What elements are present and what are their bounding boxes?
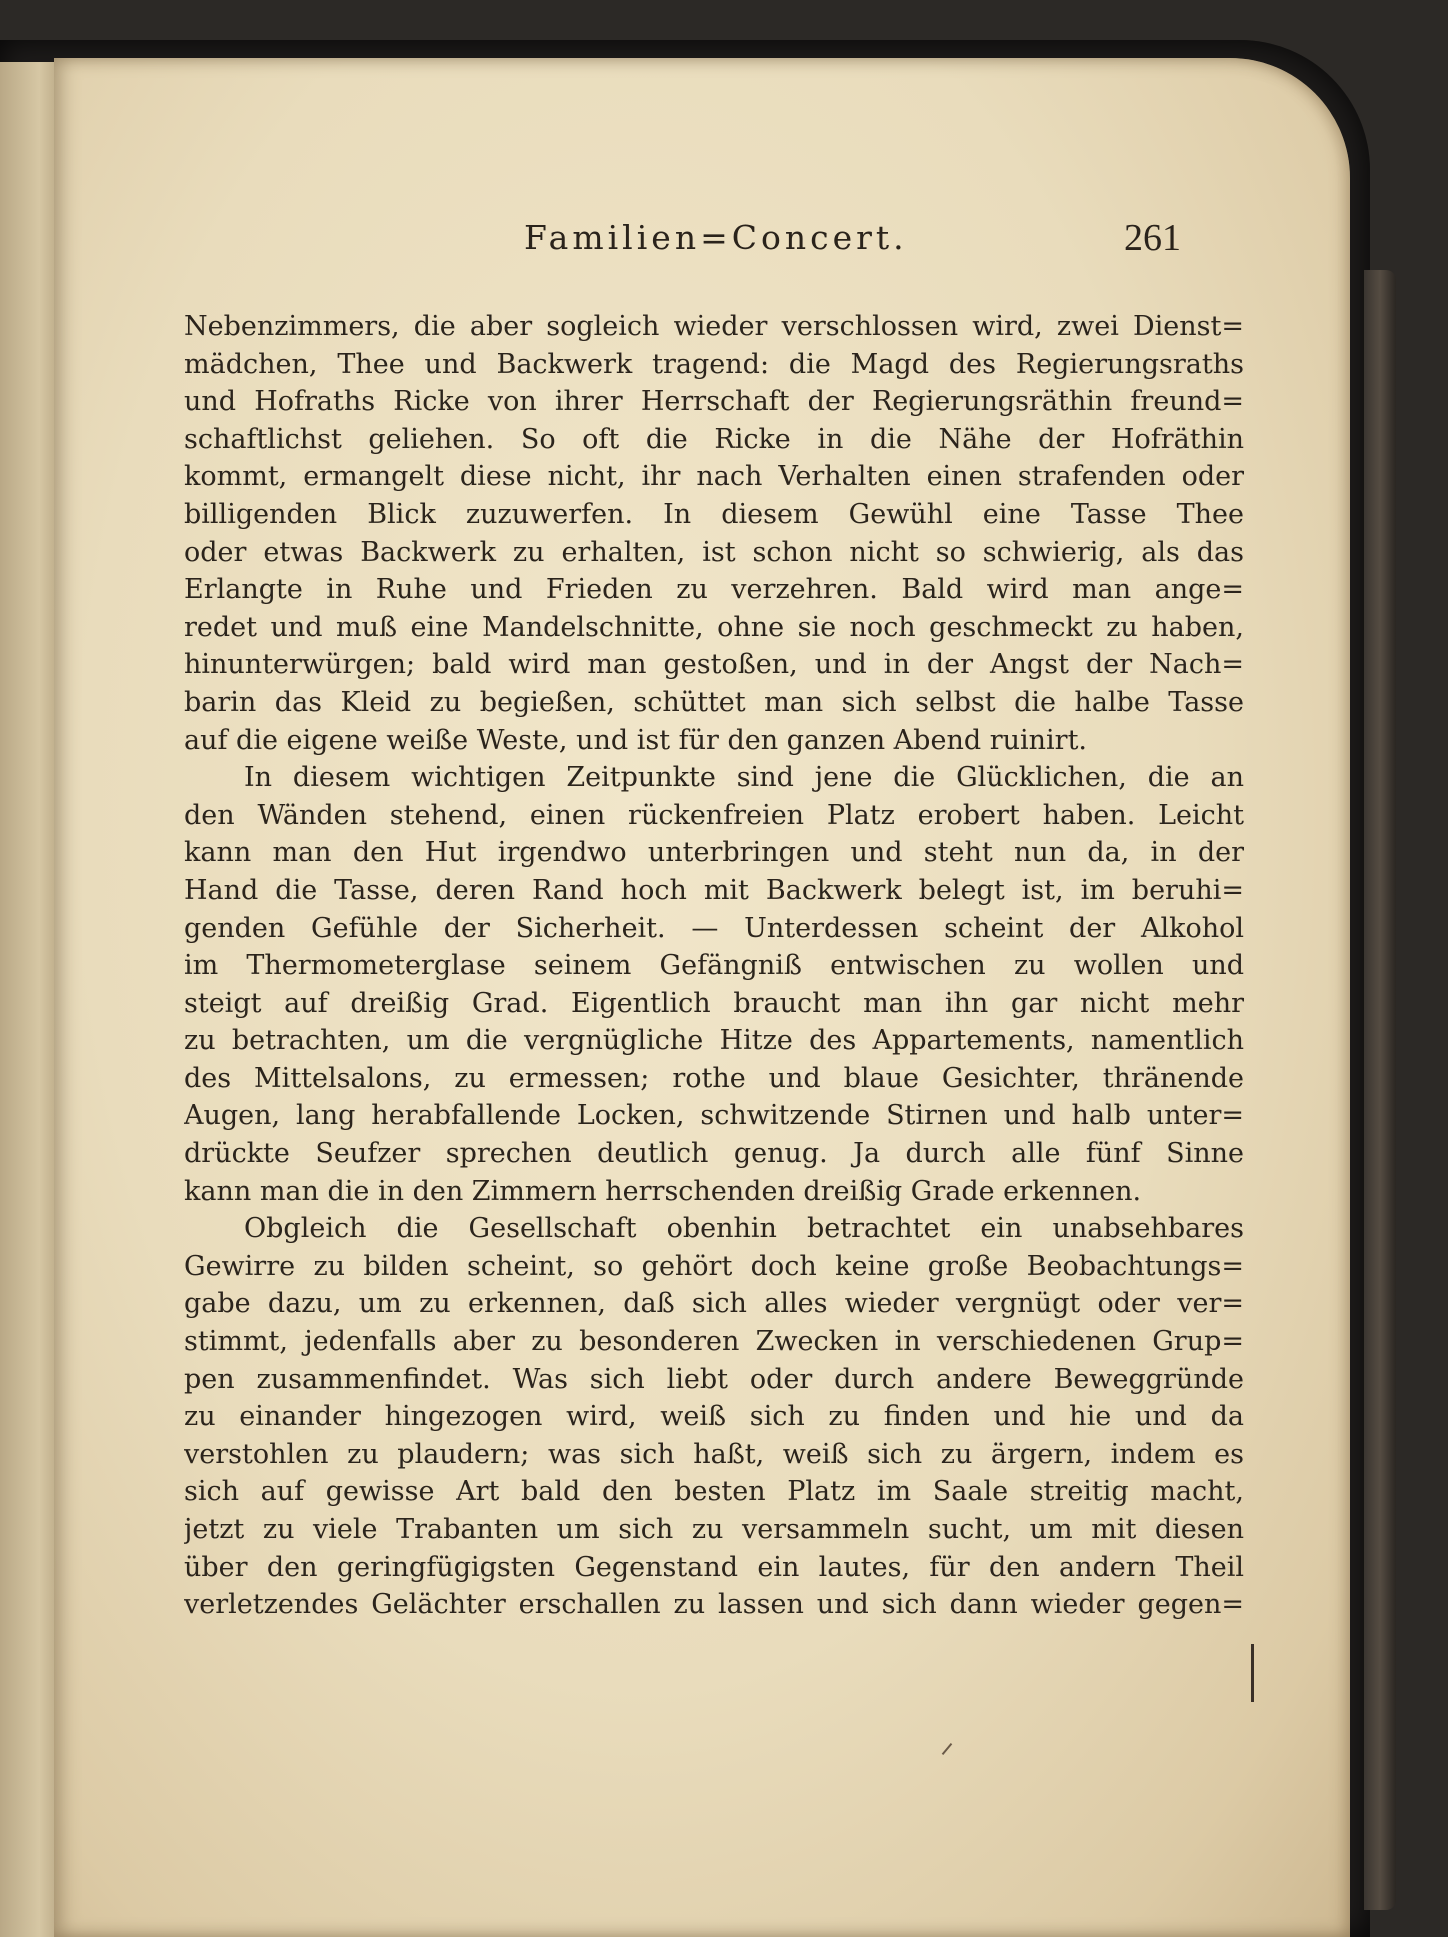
- text-line: steigt auf dreißig Grad. Eigentlich braucht man ihn gar nicht mehr: [184, 987, 1244, 1019]
- text-line: verstohlen zu plaudern; was sich haßt, weiß sich zu ärgern, indem es: [184, 1438, 1244, 1470]
- text-line: In diesem wichtigen Zeitpunkte sind jene die Glücklichen, die an: [244, 762, 1244, 794]
- text-line: zu einander hingezogen wird, weiß sich zu finden und hie und da: [184, 1401, 1244, 1433]
- text-line: stimmt, jedenfalls aber zu besonderen Zwecken in verschiedenen Grup=: [184, 1326, 1244, 1358]
- text-line: drückte Seufzer sprechen deutlich genug. Ja durch alle fünf Sinne: [184, 1138, 1244, 1170]
- text-line: oder etwas Backwerk zu erhalten, ist schon nicht so schwierig, als das: [184, 536, 1244, 568]
- text-line: redet und muß eine Mandelschnitte, ohne sie noch geschmeckt zu haben,: [184, 611, 1244, 643]
- running-title: Familien=Concert.: [524, 218, 908, 257]
- text-line: auf die eigene weiße Weste, und ist für den ganzen Abend ruinirt.: [184, 724, 1087, 756]
- book-cover-edge: [1364, 270, 1396, 1910]
- stray-mark: [942, 1743, 953, 1755]
- ink-mark: [1251, 1644, 1254, 1702]
- text-line: über den geringfügigsten Gegenstand ein lautes, für den andern Theil: [184, 1551, 1244, 1583]
- page-header: [54, 216, 1350, 276]
- text-line: billigenden Blick zuzuwerfen. In diesem Gewühl eine Tasse Thee: [184, 498, 1244, 530]
- body-text: [184, 308, 1244, 1624]
- text-line: zu betrachten, um die vergnügliche Hitze des Appartements, namentlich: [184, 1025, 1244, 1057]
- text-line: mädchen, Thee und Backwerk tragend: die Magd des Regierungsraths: [184, 348, 1244, 380]
- text-line: Hand die Tasse, deren Rand hoch mit Backwerk belegt ist, im beruhi=: [184, 874, 1244, 906]
- text-line: kommt, ermangelt diese nicht, ihr nach Verhalten einen strafenden oder: [184, 461, 1244, 493]
- text-line: Nebenzimmers, die aber sogleich wieder verschlossen wird, zwei Dienst=: [184, 311, 1244, 342]
- text-line: und Hofraths Ricke von ihrer Herrschaft der Regierungsräthin freund=: [184, 386, 1244, 418]
- text-line: im Thermometerglase seinem Gefängniß entwischen zu wollen und: [184, 950, 1244, 982]
- text-line: Obgleich die Gesellschaft obenhin betrachtet ein unabsehbares: [244, 1213, 1244, 1245]
- text-line: Augen, lang herabfallende Locken, schwitzende Stirnen und halb unter=: [184, 1100, 1244, 1132]
- text-line: barin das Kleid zu begießen, schüttet man sich selbst die halbe Tasse: [184, 686, 1244, 718]
- text-line: Erlangte in Ruhe und Frieden zu verzehren. Bald wird man ange=: [184, 574, 1244, 606]
- text-line: sich auf gewisse Art bald den besten Platz im Saale streitig macht,: [184, 1476, 1244, 1508]
- text-line: verletzendes Gelächter erschallen zu lassen und sich dann wieder gegen=: [184, 1589, 1244, 1621]
- text-line: Gewirre zu bilden scheint, so gehört doch keine große Beobachtungs=: [184, 1250, 1244, 1282]
- text-line: hinunterwürgen; bald wird man gestoßen, und in der Angst der Nach=: [184, 649, 1244, 681]
- text-line: kann man den Hut irgendwo unterbringen und steht nun da, in der: [184, 837, 1244, 869]
- text-line: den Wänden stehend, einen rückenfreien Platz erobert haben. Leicht: [184, 799, 1244, 831]
- page-number: 261: [1124, 217, 1181, 259]
- facing-page-edge: [0, 62, 58, 1937]
- book-page: [54, 58, 1350, 1937]
- text-line: kann man die in den Zimmern herrschenden dreißig Grade erkennen.: [184, 1175, 1142, 1207]
- text-line: des Mittelsalons, zu ermessen; rothe und blaue Gesichter, thränende: [184, 1062, 1244, 1094]
- text-line: jetzt zu viele Trabanten um sich zu versammeln sucht, um mit diesen: [184, 1514, 1244, 1545]
- text-line: genden Gefühle der Sicherheit. — Unterdessen scheint der Alkohol: [184, 912, 1244, 944]
- text-line: pen zusammenfindet. Was sich liebt oder durch andere Beweggründe: [184, 1363, 1244, 1395]
- text-line: schaftlichst geliehen. So oft die Ricke in die Nähe der Hofräthin: [184, 423, 1244, 455]
- text-line: gabe dazu, um zu erkennen, daß sich alles wieder vergnügt oder ver=: [184, 1288, 1244, 1320]
